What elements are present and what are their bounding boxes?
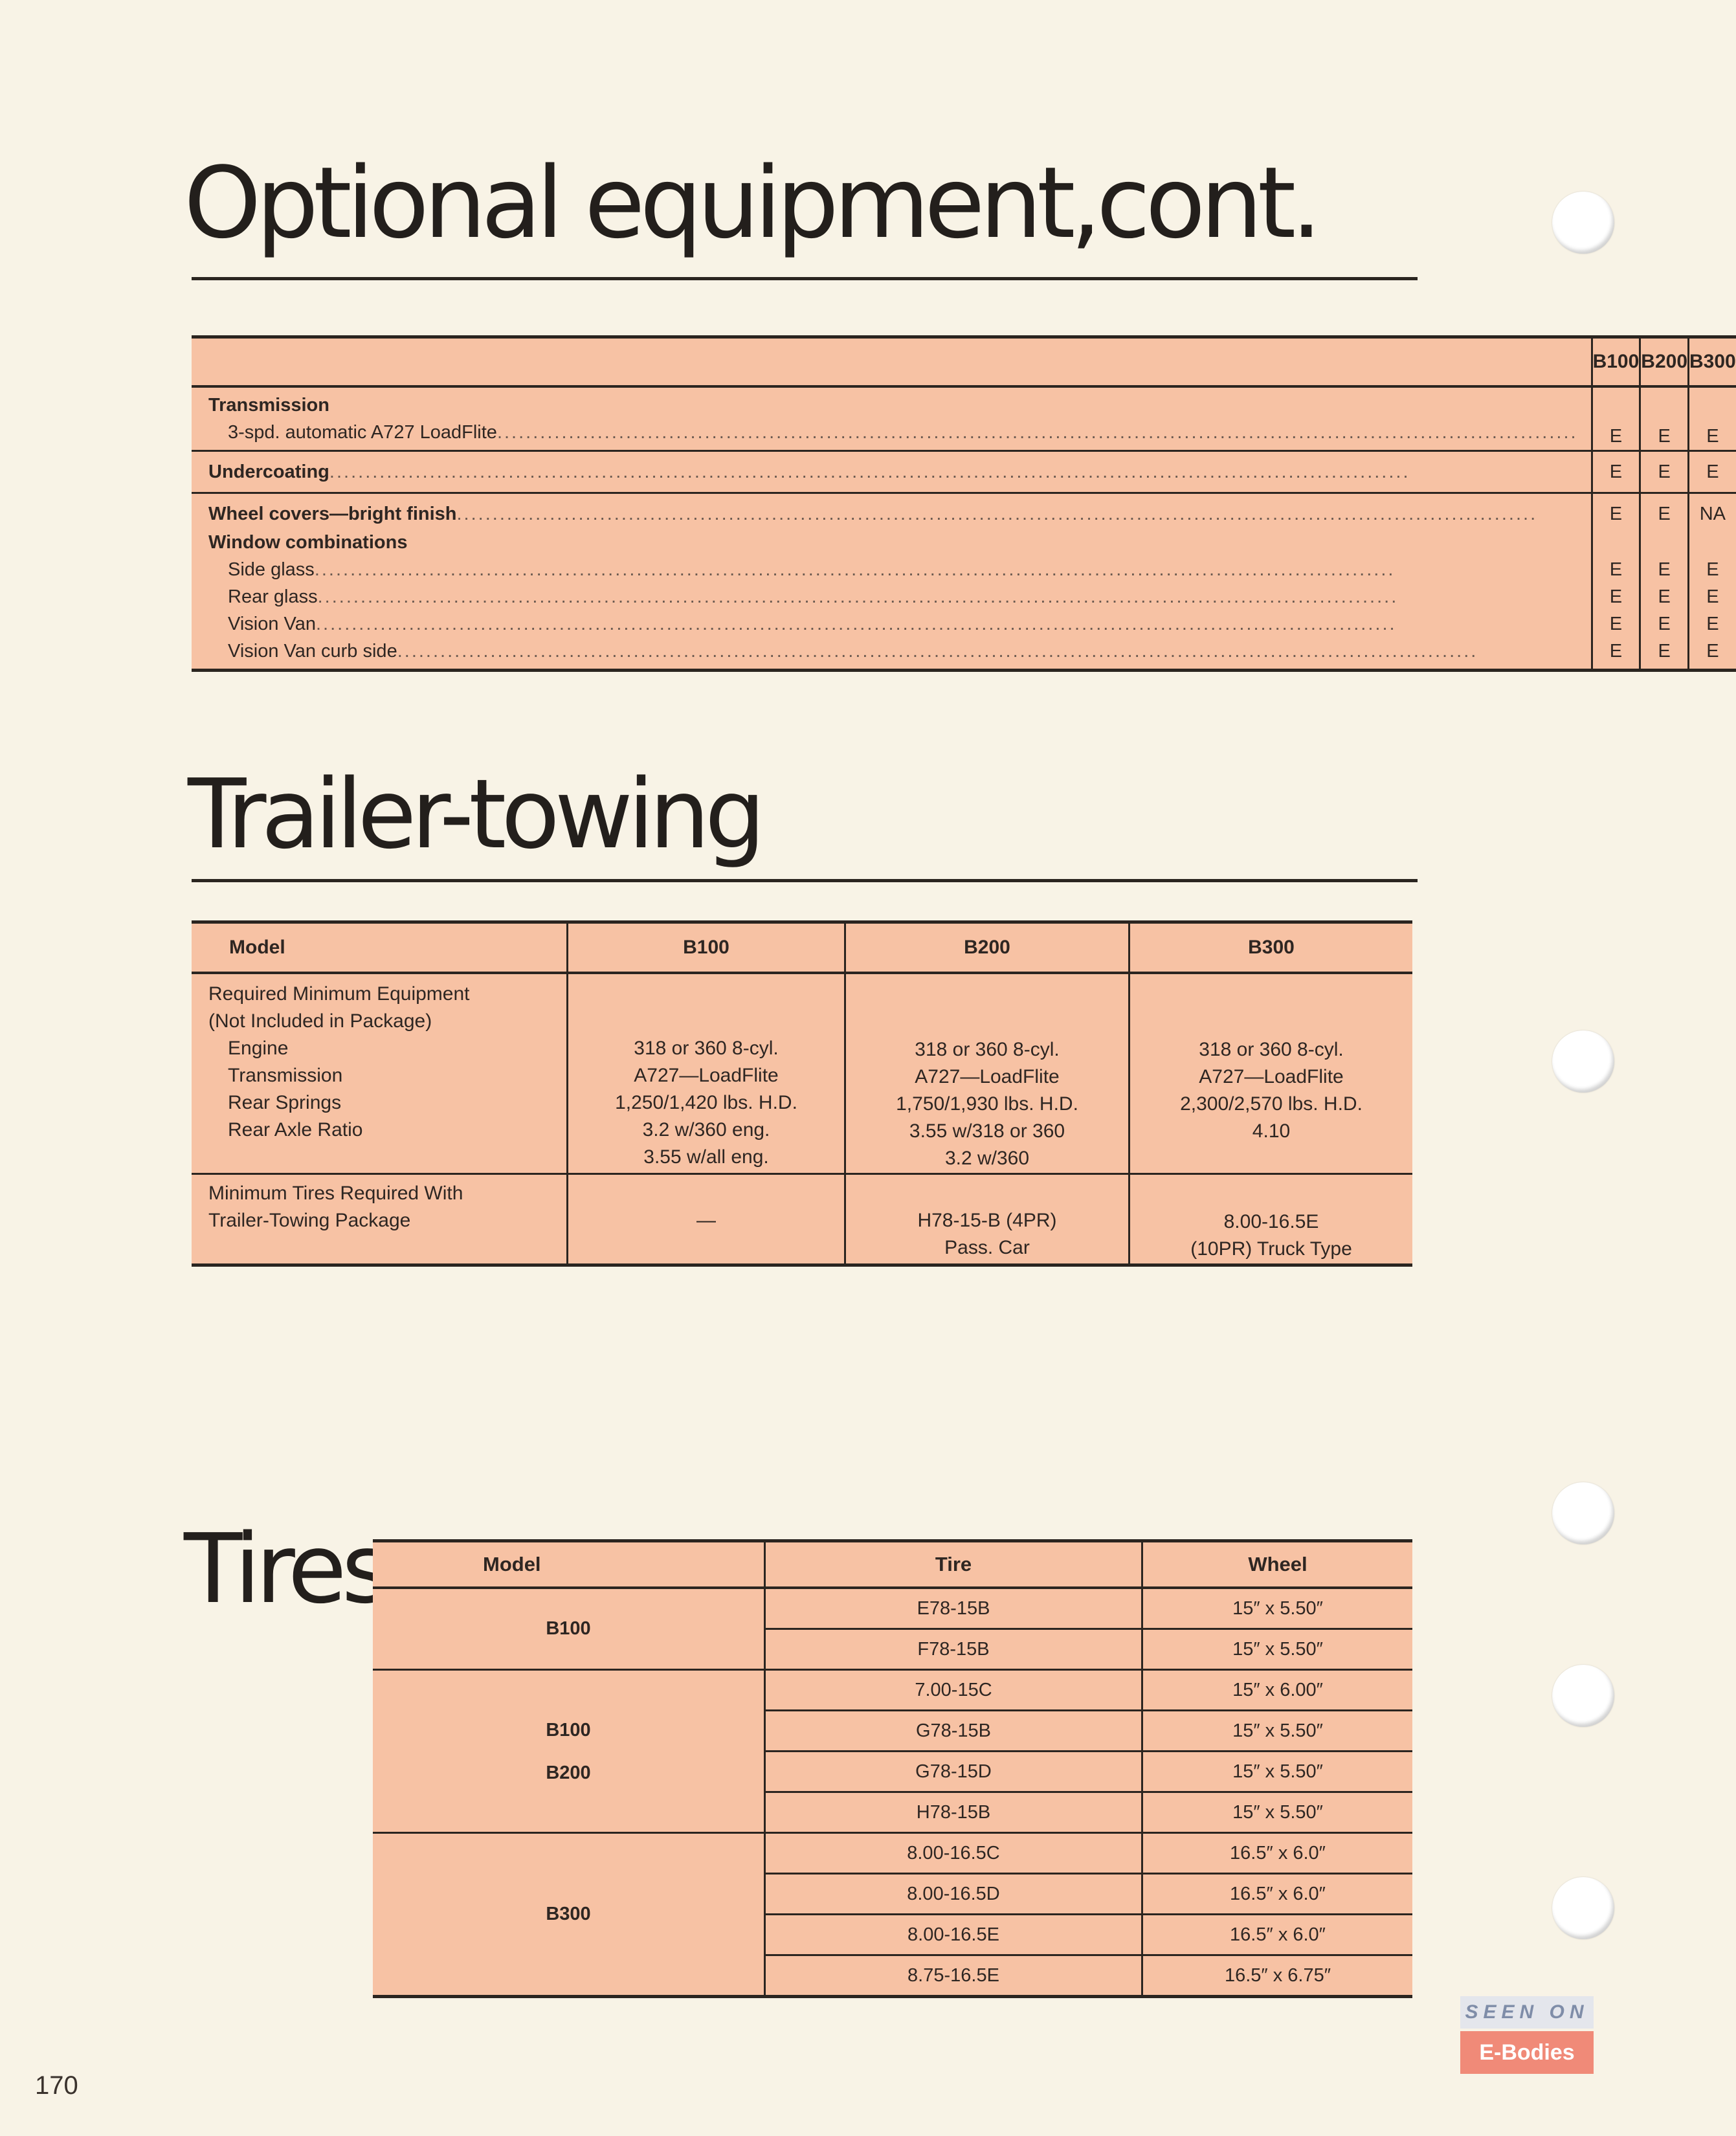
tire-cell: 8.00-16.5C bbox=[765, 1833, 1142, 1874]
table-header-row bbox=[192, 337, 1736, 387]
header-wheel: Wheel bbox=[1142, 1541, 1413, 1588]
model-cell: B300 bbox=[373, 1833, 765, 1997]
binder-hole bbox=[1552, 1482, 1614, 1544]
wheel-cell: 16.5″ x 6.0″ bbox=[1142, 1833, 1413, 1874]
binder-hole bbox=[1552, 1030, 1614, 1093]
model-cell: B100 B200 bbox=[373, 1670, 765, 1833]
value-cell: E bbox=[1689, 386, 1736, 451]
header-b100: B100 bbox=[568, 922, 845, 973]
wheel-cell: 15″ x 5.50″ bbox=[1142, 1588, 1413, 1629]
column-b100: B100 bbox=[1592, 337, 1640, 387]
required-equipment-row bbox=[192, 973, 1412, 1174]
tires-heading: Tires bbox=[184, 1513, 386, 1625]
tire-cell: G78-15B bbox=[765, 1711, 1142, 1752]
page-number: 170 bbox=[35, 2071, 78, 2100]
b300-requirements: 318 or 360 8-cyl. A727—LoadFlite 2,300/2,570 lbs. H.D. 4.10 bbox=[1130, 973, 1413, 1174]
wheel-cell: 16.5″ x 6.0″ bbox=[1142, 1915, 1413, 1955]
minimum-tires-label: Minimum Tires Required With Trailer-Towing Package bbox=[208, 1183, 463, 1231]
tire-cell: 8.00-16.5D bbox=[765, 1874, 1142, 1915]
undercoating-label: Undercoating ....................................................................................................................................................... bbox=[208, 462, 1410, 482]
tire-cell: G78-15D bbox=[765, 1752, 1142, 1792]
b100-tires: — bbox=[568, 1174, 845, 1265]
window-item: Side glass ....................................................................................................................................................... bbox=[228, 559, 1396, 580]
column-b200: B200 bbox=[1640, 337, 1689, 387]
b200-requirements: 318 or 360 8-cyl. A727—LoadFlite 1,750/1,930 lbs. H.D. 3.55 w/318 or 360 3.2 w/360 bbox=[845, 973, 1130, 1174]
value-cell: E bbox=[1640, 493, 1689, 528]
divider bbox=[192, 277, 1418, 280]
minimum-tires-row bbox=[192, 1174, 1412, 1265]
window-item: Rear glass ....................................................................................................................................................... bbox=[228, 586, 1399, 607]
header-b300: B300 bbox=[1130, 922, 1413, 973]
window-item: Vision Van curb side ....................................................................................................................................................... bbox=[228, 641, 1478, 662]
value-cell: E E E E bbox=[1640, 528, 1689, 671]
header-spacer bbox=[192, 337, 1592, 387]
wheel-cell: 15″ x 6.00″ bbox=[1142, 1670, 1413, 1711]
wheel-cell: 16.5″ x 6.0″ bbox=[1142, 1874, 1413, 1915]
table-header-row bbox=[192, 922, 1412, 973]
wheel-cell: 15″ x 5.50″ bbox=[1142, 1792, 1413, 1833]
value-cell: E bbox=[1592, 386, 1640, 451]
tire-cell: H78-15B bbox=[765, 1792, 1142, 1833]
binder-hole bbox=[1552, 1665, 1614, 1727]
optional-equipment-table bbox=[192, 335, 1736, 672]
undercoating-row bbox=[192, 451, 1736, 493]
window-combinations-row bbox=[192, 528, 1736, 671]
value-cell: E E E E bbox=[1689, 528, 1736, 671]
table-row bbox=[373, 1588, 1412, 1629]
trailer-towing-table bbox=[192, 920, 1412, 1267]
value-cell: E bbox=[1640, 451, 1689, 493]
wheel-cell: 16.5″ x 6.75″ bbox=[1224, 1964, 1331, 1986]
table-row bbox=[373, 1670, 1412, 1711]
tire-cell: 8.75-16.5E bbox=[765, 1955, 1142, 1997]
table-header-row bbox=[373, 1541, 1412, 1588]
binder-hole bbox=[1552, 192, 1614, 254]
watermark-line1: SEEN ON bbox=[1460, 1996, 1594, 2029]
value-cell: E bbox=[1640, 386, 1689, 451]
value-cell: E E E E bbox=[1592, 528, 1640, 671]
divider bbox=[192, 879, 1418, 882]
table-row bbox=[373, 1833, 1412, 1874]
tire-cell: 7.00-15C bbox=[765, 1670, 1142, 1711]
tire-cell: 8.00-16.5E bbox=[765, 1915, 1142, 1955]
transmission-row bbox=[192, 386, 1736, 451]
binder-hole bbox=[1552, 1877, 1614, 1939]
wheel-cell: 15″ x 5.50″ bbox=[1142, 1752, 1413, 1792]
column-b300: B300 bbox=[1689, 337, 1736, 387]
model-cell: B100 bbox=[373, 1588, 765, 1670]
header-b200: B200 bbox=[845, 922, 1130, 973]
transmission-item: 3-spd. automatic A727 LoadFlite ....................................................................................................................................................... bbox=[228, 422, 1578, 443]
optional-equipment-heading: Optional equipment,cont. bbox=[184, 146, 1317, 260]
required-equipment-label: Required Minimum Equipment (Not Included in Package) Engine Transmission Rear Springs Rear Axle Ratio bbox=[208, 983, 470, 1140]
transmission-label: Transmission bbox=[208, 395, 329, 416]
header-model: Model bbox=[192, 922, 568, 973]
wheel-cell: 15″ x 5.50″ bbox=[1142, 1711, 1413, 1752]
value-cell: E bbox=[1592, 451, 1640, 493]
header-model: Model bbox=[373, 1541, 765, 1588]
tire-cell: E78-15B bbox=[765, 1588, 1142, 1629]
b300-tires: 8.00-16.5E (10PR) Truck Type bbox=[1130, 1174, 1413, 1265]
wheel-cell: 15″ x 5.50″ bbox=[1142, 1629, 1413, 1670]
header-tire: Tire bbox=[765, 1541, 1142, 1588]
watermark-logo bbox=[1460, 1996, 1594, 2076]
wheel-covers-row bbox=[192, 493, 1736, 528]
watermark-line2: E-Bodies bbox=[1460, 2031, 1594, 2074]
window-item: Vision Van ....................................................................................................................................................... bbox=[228, 614, 1397, 634]
value-cell: E bbox=[1689, 451, 1736, 493]
value-cell: NA bbox=[1689, 493, 1736, 528]
b200-tires: H78-15-B (4PR) Pass. Car bbox=[845, 1174, 1130, 1265]
trailer-towing-heading: Trailer-towing bbox=[188, 759, 761, 870]
b100-requirements: 318 or 360 8-cyl. A727—LoadFlite 1,250/1,420 lbs. H.D. 3.2 w/360 eng. 3.55 w/all eng. bbox=[568, 973, 845, 1174]
wheel-covers-label: Wheel covers—bright finish ....................................................................................................................................................... bbox=[208, 504, 1538, 524]
tire-cell: F78-15B bbox=[765, 1629, 1142, 1670]
value-cell: E bbox=[1592, 493, 1640, 528]
window-combinations-label: Window combinations bbox=[208, 532, 408, 553]
tires-table bbox=[373, 1539, 1412, 1998]
